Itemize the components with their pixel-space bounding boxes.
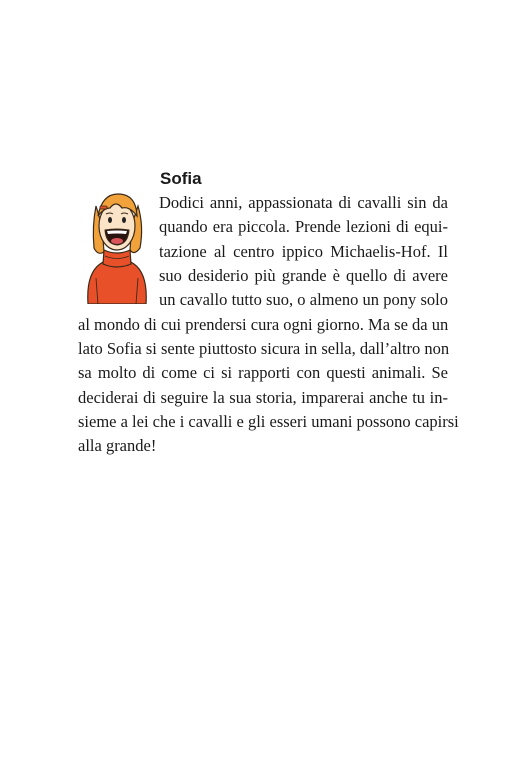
body-line-5: un cavallo tutto suo, o almeno un pony solo bbox=[159, 290, 448, 309]
body-line-9: deciderai di seguire la sua storia, imparerai anche tu in- bbox=[78, 388, 448, 407]
body-line-4: suo desiderio più grande è quello di avere bbox=[159, 266, 448, 285]
body-line-8: sa molto di come ci si rapporti con questi animali. Se bbox=[78, 363, 448, 382]
body-line-3: tazione al centro ippico Michaelis-Hof. Il bbox=[159, 242, 448, 261]
body-line-11: alla grande! bbox=[78, 436, 157, 455]
body-line-10: sieme a lei che i cavalli e gli esseri umani possono capirsi bbox=[78, 412, 459, 431]
body-line-2: quando era piccola. Prende lezioni di equi- bbox=[159, 217, 448, 236]
character-name: Sofia bbox=[160, 169, 202, 188]
body-line-6: al mondo di cui prendersi cura ogni giorno. Ma se da un bbox=[78, 315, 449, 334]
body-line-1: Dodici anni, appassionata di cavalli sin da bbox=[159, 193, 448, 212]
sofia-portrait-icon bbox=[82, 186, 152, 304]
body-line-7: lato Sofia si sente piuttosto sicura in sella, dall’altro non bbox=[78, 339, 450, 358]
